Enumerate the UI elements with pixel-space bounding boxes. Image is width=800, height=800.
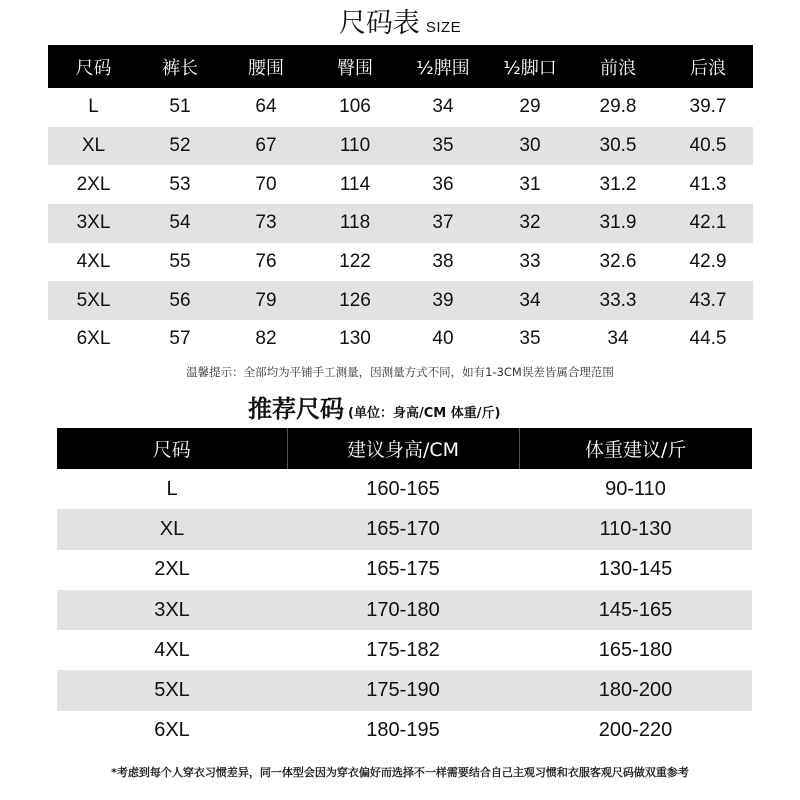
size-chart-title [0, 6, 800, 46]
header-cell: 前浪 [573, 45, 663, 88]
table-cell: 110-130 [519, 509, 752, 549]
table-row [48, 88, 753, 127]
table-cell: 180-200 [519, 670, 752, 710]
table-cell: 53 [169, 173, 191, 195]
table-cell: 6XL [76, 328, 111, 350]
table-cell: 30.5 [573, 127, 663, 166]
table-cell: 38 [432, 251, 454, 273]
table-cell: 126 [311, 281, 399, 320]
table-cell: 29.8 [599, 96, 637, 118]
recommend-title-text: 推荐尺码 [248, 395, 344, 423]
table-cell: XL [48, 127, 139, 166]
table-cell: 175-190 [287, 670, 519, 710]
size-chart-subtitle: SIZE [425, 19, 462, 36]
size-chart-table [48, 45, 753, 359]
table-cell: 34 [607, 328, 629, 350]
table-cell: 40.5 [663, 127, 753, 166]
table-row [57, 509, 752, 549]
table-cell: 5XL [57, 670, 287, 710]
table-row [57, 550, 752, 590]
header-cell: 尺码 [57, 428, 287, 469]
table-cell: 52 [139, 127, 221, 166]
table-row [57, 630, 752, 670]
table-cell: 130-145 [598, 558, 673, 581]
header-cell: 后浪 [663, 45, 753, 88]
table-cell: 114 [339, 173, 371, 195]
table-cell: 34 [432, 96, 454, 118]
size-chart-title-text: 尺码表 [338, 8, 420, 39]
header-cell: ½脾围 [399, 45, 487, 88]
table-cell: 165-170 [287, 509, 519, 549]
table-cell: 122 [339, 251, 371, 273]
table-cell: 32.6 [599, 251, 637, 273]
table-cell: 33 [519, 251, 541, 273]
table-cell: 41.3 [689, 173, 727, 195]
table-cell: 106 [339, 96, 371, 118]
table-cell: 32 [487, 204, 573, 243]
table-cell: 90-110 [605, 477, 666, 500]
table-cell: 40 [432, 328, 454, 350]
table-cell: 39.7 [689, 96, 727, 118]
table-cell: 70 [255, 173, 277, 195]
table-cell: 51 [169, 96, 191, 118]
header-cell: 建议身高/CM [287, 428, 519, 469]
table-cell: 3XL [48, 204, 139, 243]
table-cell: 64 [255, 96, 277, 118]
table-cell: 31 [519, 173, 541, 195]
table-cell: 180-195 [366, 719, 440, 742]
table-cell: L [88, 96, 99, 118]
recommend-title [248, 393, 500, 430]
table-cell: 3XL [57, 590, 287, 630]
header-cell: 尺码 [48, 45, 139, 88]
header-cell: ½脚口 [487, 45, 573, 88]
table-cell: 33.3 [573, 281, 663, 320]
table-cell: 5XL [48, 281, 139, 320]
table-row [48, 127, 753, 166]
table-cell: 55 [169, 251, 191, 273]
table-cell: XL [57, 509, 287, 549]
table-cell: 35 [399, 127, 487, 166]
header-cell: 裤长 [139, 45, 221, 88]
table-cell: 130 [339, 328, 371, 350]
table-cell: 6XL [154, 719, 190, 742]
table-cell: L [166, 477, 178, 500]
table-cell: 57 [169, 328, 191, 350]
table-cell: 82 [255, 328, 277, 350]
table-cell: 37 [399, 204, 487, 243]
table-cell: 165-180 [598, 638, 673, 661]
table-cell: 54 [139, 204, 221, 243]
measurement-note: 温馨提示：全部均为平铺手工测量，因测量方式不同，如有1-3CM误差皆属合理范围 [186, 365, 614, 379]
header-cell: 腰围 [221, 45, 311, 88]
table-cell: 29 [519, 96, 541, 118]
table-cell: 42.9 [689, 251, 727, 273]
table-cell: 160-165 [366, 477, 440, 500]
table-cell: 56 [139, 281, 221, 320]
table-cell: 175-182 [366, 638, 440, 661]
table-cell: 34 [487, 281, 573, 320]
table-cell: 43.7 [663, 281, 753, 320]
table-cell: 170-180 [287, 590, 519, 630]
header-cell: 臀围 [311, 45, 399, 88]
fit-advice-note: *考虑到每个人穿衣习惯差异，同一体型会因为穿衣偏好而选择不一样需要结合自己主观习惯和衣服客观尺码做双重参考 [111, 766, 689, 779]
recommend-table [57, 428, 752, 751]
table-cell: 118 [311, 204, 399, 243]
table-row [57, 711, 752, 751]
table-row [57, 469, 752, 509]
table-cell: 31.9 [573, 204, 663, 243]
table-cell: 76 [255, 251, 277, 273]
table-cell: 4XL [76, 251, 111, 273]
table-cell: 31.2 [599, 173, 637, 195]
table-row [48, 320, 753, 359]
recommend-header-row [57, 428, 752, 469]
size-chart-header-row [48, 45, 753, 88]
table-cell: 39 [399, 281, 487, 320]
table-cell: 110 [311, 127, 399, 166]
table-cell: 2XL [76, 173, 111, 195]
table-cell: 73 [221, 204, 311, 243]
table-cell: 44.5 [689, 328, 727, 350]
table-cell: 145-165 [519, 590, 752, 630]
table-row [57, 670, 752, 710]
table-row [57, 590, 752, 630]
table-row [48, 243, 753, 282]
table-cell: 165-175 [366, 558, 440, 581]
table-cell: 79 [221, 281, 311, 320]
table-cell: 35 [519, 328, 541, 350]
table-cell: 42.1 [663, 204, 753, 243]
table-cell: 36 [432, 173, 454, 195]
table-cell: 2XL [154, 558, 190, 581]
table-cell: 30 [487, 127, 573, 166]
table-row [48, 281, 753, 320]
table-cell: 200-220 [598, 719, 673, 742]
table-row [48, 204, 753, 243]
table-row [48, 165, 753, 204]
recommend-units: (单位：身高/CM 体重/斤) [348, 406, 501, 421]
header-cell: 体重建议/斤 [519, 428, 752, 469]
table-cell: 67 [221, 127, 311, 166]
table-cell: 4XL [154, 638, 190, 661]
